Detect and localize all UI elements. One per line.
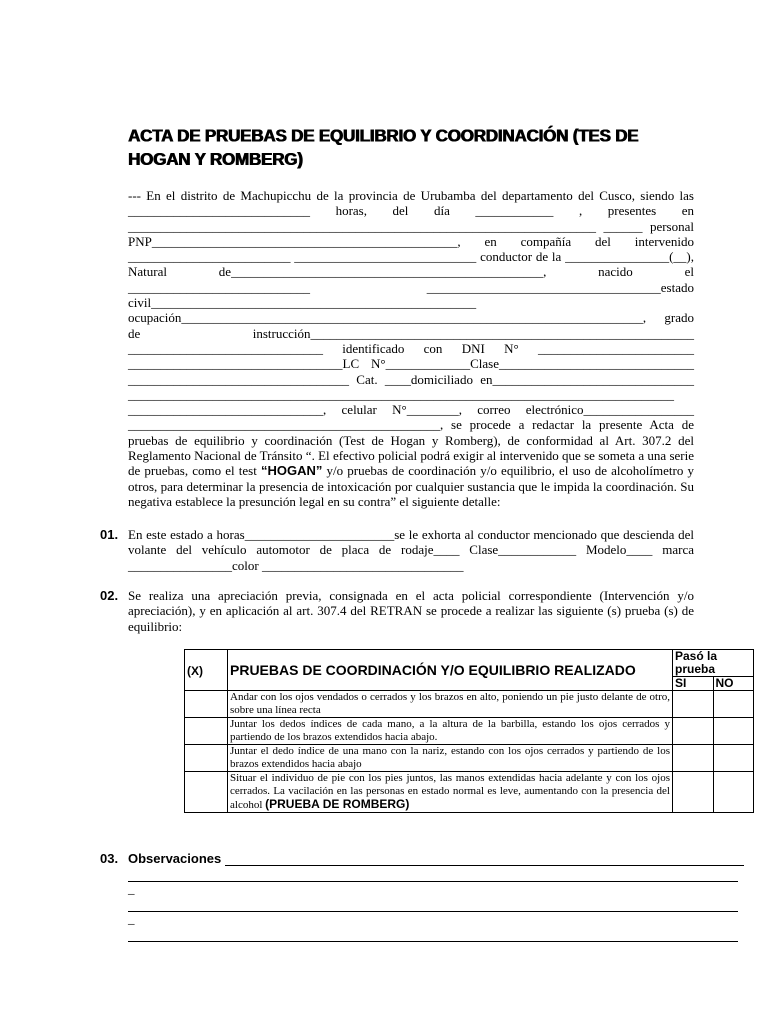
row-2-si-cell[interactable] (673, 718, 714, 745)
section-02-number: 02. (100, 588, 119, 603)
table-row (185, 745, 754, 772)
observations-first-line[interactable] (225, 853, 744, 866)
observations-line-3[interactable] (128, 926, 738, 942)
col-tests-header: PRUEBAS DE COORDINACIÓN Y/O EQUILIBRIO REALIZADO (228, 650, 673, 691)
row-4-text-body: Situar el individuo de pie con los pies juntos, las manos extendidas hacia adelante y con los ojos cerrados. La vacilación en las personas en estado normal es leve, aumentando con la presencia del alcohol (230, 772, 670, 811)
table-row (185, 718, 754, 745)
intro-text-1: --- En el distrito de Machupicchu de la provincia de Urubamba del departamento del Cusco, siendo las ____________________________ horas, del día ____________ , presentes en ________________________________________________________________________ ______ personal PNP_______________________________________________, en compañía del intervenido _________________________ ____________________________ conductor de la ________________(__), Natural de________________________________________________, nacido el ____________________________ ____________________________________estado civil__________________________________________________ ocupación_______________________________________________________________________, grado de instrucción___________________________________________________________ ______________________________ identificado con DNI N° ________________________ _________________________________LC N°_____________Clase______________________________ __________________________________ Cat. ____domiciliado en_______________________________ ____________________________________________________________________________________ ______________________________, celular N°________, correo electrónico_________________ ________________________________________________, se procede a redactar la presente Acta de pruebas de equilibrio y coordinación (Test de Hogan y Romberg), de conformidad al Art. 307.2 del Reglamento Nacional de Tránsito “. El efectivo policial podrá exigir al intervenido que se someta a una serie de pruebas, como el test (128, 188, 694, 479)
tests-table (184, 649, 754, 813)
observations-label: Observaciones (128, 851, 222, 866)
document-title: ACTA DE PRUEBAS DE EQUILIBRIO Y COORDINACIÓN (TES DE HOGAN Y ROMBERG) (128, 125, 639, 169)
col-x-header: (X) (185, 650, 228, 691)
observations-lines (128, 866, 738, 942)
row-4-si-cell[interactable] (673, 772, 714, 813)
romberg-label: (PRUEBA DE ROMBERG) (265, 797, 410, 811)
row-3-text: Juntar el dedo índice de una mano con la nariz, estando con los ojos cerrados y partiendo de los brazos extendidos hacia abajo (228, 745, 673, 772)
observations-line-1[interactable] (128, 866, 738, 882)
row-3-mark-cell[interactable] (185, 745, 228, 772)
row-1-si-cell[interactable] (673, 691, 714, 718)
section-01-number: 01. (100, 527, 119, 542)
section-03 (100, 851, 744, 866)
table-row (185, 691, 754, 718)
row-4-text (228, 772, 673, 813)
observations-line-2[interactable] (128, 896, 738, 912)
intro-paragraph (128, 188, 694, 509)
observations-dash-2: _ (128, 911, 135, 926)
row-3-si-cell[interactable] (673, 745, 714, 772)
row-2-mark-cell[interactable] (185, 718, 228, 745)
table-row (185, 772, 754, 813)
row-4-mark-cell[interactable] (185, 772, 228, 813)
row-2-no-cell[interactable] (713, 718, 754, 745)
col-passed-header: Pasó la prueba (673, 650, 754, 677)
section-01 (100, 527, 694, 573)
row-1-no-cell[interactable] (713, 691, 754, 718)
row-1-text: Andar con los ojos vendados o cerrados y los brazos en alto, poniendo un pie justo delante de otro, sobre una línea recta (228, 691, 673, 718)
section-03-number: 03. (100, 851, 119, 866)
col-si-header: SI (673, 677, 714, 691)
intro-text-2: y/o pruebas de coordinación y/o equilibrio, el uso de alcoholímetro y otros, para determinar la presencia de intoxicación por cualquier sustancia que le impida la coordinación. Su negativa establece la presunción legal en su contra” el siguiente detalle: (128, 463, 694, 509)
table-header-row (185, 650, 754, 677)
row-1-mark-cell[interactable] (185, 691, 228, 718)
row-2-text: Juntar los dedos índices de cada mano, a la altura de la barbilla, estando los ojos cerrados y partiendo de los brazos extendidos hacia abajo. (228, 718, 673, 745)
observations-dash-1: _ (128, 881, 135, 896)
section-01-text: En este estado a horas_______________________se le exhorta al conductor mencionado que descienda del volante del vehículo automotor de placa de rodaje____ Clase____________ Modelo____ marca ________________color _______________________________ (128, 527, 694, 573)
hogan-label: “HOGAN” (261, 463, 323, 479)
section-02-text: Se realiza una apreciación previa, consignada en el acta policial correspondiente (Intervención y/o apreciación), y en aplicación al art. 307.4 del RETRAN se procede a realizar las siguiente (s) prueba (s) de equilibrio: (128, 588, 694, 634)
row-4-no-cell[interactable] (713, 772, 754, 813)
row-3-no-cell[interactable] (713, 745, 754, 772)
observations-header (128, 851, 744, 866)
col-no-header: NO (713, 677, 754, 691)
section-02 (100, 588, 694, 634)
